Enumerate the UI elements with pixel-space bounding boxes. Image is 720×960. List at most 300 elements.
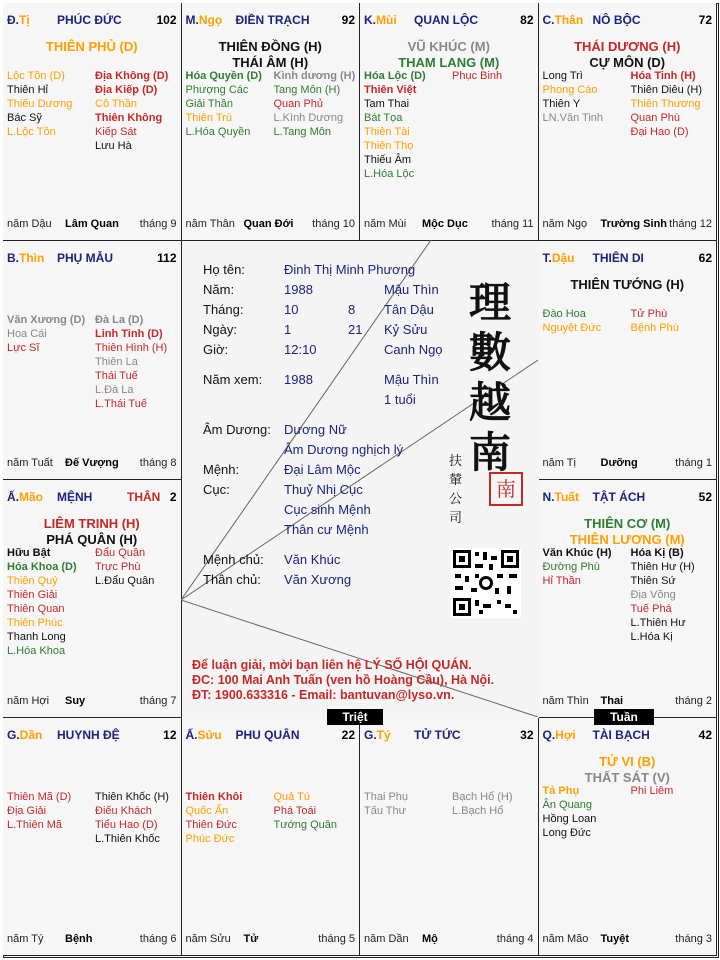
palace-stage: Thai [600,694,624,707]
palace-name: NÔ BỘC [592,13,641,27]
palace-cell [539,718,718,956]
palace-cell [360,718,539,956]
calligraphy-3: 越 [469,378,512,427]
birth-day-lunar: 21 [348,322,363,337]
label-menh-chu: Mệnh chủ: [203,552,264,567]
palace-year: năm Tuất [7,456,53,469]
palace-header [7,728,177,744]
palace-header [543,13,713,29]
palace-branch: Ngọ [198,13,223,27]
palace-name: TÀI BẠCH [592,727,650,742]
palace-header [543,728,713,744]
view-year-can: Mậu Thìn [384,372,439,387]
minor-star: Hóa Quyền (D) [185,70,262,82]
minor-stars-right [631,546,695,644]
palace-code [7,490,43,504]
palace-code [543,13,584,27]
minor-star: Thiếu Dương [7,98,73,110]
palace-stem: Ấ. [185,727,198,742]
minor-stars-right [631,69,703,139]
palace-age-number: 32 [520,727,534,742]
palace-year: năm Dần [364,933,409,945]
palace-stage: Lâm Quan [65,218,119,231]
calligraphy-1: 理 [469,278,512,327]
palace-year: năm Tị [542,456,576,469]
minor-star: Hóa Khoa (D) [7,560,77,573]
minor-star: Thiên Giải [7,588,58,601]
qr-code-icon[interactable] [451,548,521,618]
than-cu: Thân cư Mệnh [284,522,369,537]
minor-star: Bát Tọa [364,112,403,124]
palace-month: tháng 9 [139,218,177,231]
minor-star: Thiên Tài [364,126,410,138]
small-calligraphy [449,452,462,528]
minor-star: Thiên Sứ [630,574,676,587]
palace-age-number: 22 [341,727,355,742]
birth-hour: 12:10 [284,342,317,357]
palace-stage: Trường Sinh [600,218,668,231]
minor-star: Thiên Quan [7,602,65,615]
age: 1 tuổi [384,392,416,407]
minor-star: Tả Phụ [542,784,580,797]
palace-stem: Đ. [7,13,19,27]
palace-month: tháng 5 [318,933,355,945]
palace-branch: Dần [19,727,43,742]
minor-star: Trực Phù [95,560,141,573]
palace-age-number: 102 [156,13,177,27]
minor-star: Thiên Quý [7,574,58,587]
palace-branch: Tuất [554,489,579,504]
palace-branch: Thân [554,13,584,27]
palace-month: tháng 3 [675,933,712,945]
minor-star: Hóa Tinh (H) [630,70,696,82]
main-star: THÁI ÂM (H) [232,55,309,70]
palace-cell [3,241,182,479]
palace-branch: Mão [19,489,43,504]
red-seal: 南 [489,472,523,506]
palace-header [543,490,713,506]
birth-year: 1988 [284,282,313,297]
main-star: THIÊN LƯƠNG (M) [569,531,685,547]
palace-name: QUAN LỘC [414,13,478,27]
minor-star: Kiếp Sát [95,126,137,138]
palace-name: PHU QUÂN [235,727,300,742]
am-duong: Dương Nữ [284,422,347,437]
main-star: THIÊN TƯỚNG (H) [570,277,685,293]
palace-footer [543,933,713,947]
minor-star: Địa Kiếp (D) [95,84,158,96]
palace-branch: Dậu [551,251,575,266]
minor-stars-right [95,790,169,846]
minor-star: Đại Hao (D) [630,126,689,138]
birth-month: 10 [284,302,299,317]
minor-star: Địa Không (D) [95,70,169,82]
contact-line-3: ĐT: 1900.633316 - Email: bantuvan@lyso.vn. [192,688,455,702]
palace-month: tháng 11 [491,218,534,231]
minor-stars-right [95,546,154,588]
minor-star: Quốc Ấn [185,804,229,817]
palace-code [543,728,576,742]
palace-header [543,251,713,267]
cuc-relation: Cục sinh Mệnh [284,502,371,517]
main-star: PHÁ QUÂN (H) [46,531,138,547]
minor-star: Quan Phù [630,112,681,124]
birth-day: 1 [284,322,292,337]
calligraphy-2: 數 [469,328,512,377]
minor-star: Bạch Hổ (H) [452,790,513,803]
minor-stars-left [364,69,426,181]
palace-age-number: 92 [341,13,355,27]
minor-stars-right [452,790,513,818]
contact-line-2: ĐC: 100 Mai Anh Tuấn (ven hồ Hoàng Cầu), Hà Nội. [192,673,495,687]
am-duong-note: Âm Dương nghịch lý [284,442,404,457]
minor-stars-left [186,790,243,846]
minor-star: Thiên Mã (D) [7,790,72,803]
palace-code [364,728,391,742]
minor-stars-right [274,790,338,832]
palace-stem: B. [7,251,19,266]
main-stars [182,39,360,71]
palace-stage: Bệnh [65,933,93,945]
main-stars [539,39,717,71]
minor-star: Thai Phụ [364,790,409,803]
main-stars [360,39,538,71]
small-callig-1: 扶 [449,454,463,469]
minor-star: Thiên Hư (H) [630,560,695,573]
palace-name: HUYNH ĐỆ [57,727,120,742]
main-star: THAM LANG (M) [398,55,500,70]
palace-month: tháng 1 [675,456,712,469]
main-star: TỬ VI (B) [599,753,656,769]
palace-footer [186,218,356,232]
palace-header [186,13,356,29]
minor-star: L.Đà La [95,384,134,397]
label-than-chu: Thân chủ: [203,572,261,587]
minor-star: Lộc Tồn (D) [7,70,65,82]
minor-star: Thiên Không [95,112,163,124]
minor-star: Tuế Phá [630,602,672,615]
minor-star: Đào Hoa [542,308,586,321]
palace-month: tháng 7 [139,694,177,707]
minor-star: Cô Thần [95,98,137,110]
main-star: VŨ KHÚC (M) [407,39,490,54]
minor-star: Lưu Hà [95,140,132,152]
palace-footer [364,933,534,947]
minor-stars-left [543,69,604,125]
minor-star: L.Hóa Khoa [7,644,66,657]
minor-star: Hóa Lộc (D) [364,70,426,82]
minor-star: Thiên Đức [185,818,237,831]
birth-day-can: Kỷ Sửu [384,322,428,337]
palace-header [364,13,534,29]
palace-header [364,728,534,744]
minor-star: Bệnh Phù [630,322,679,335]
palace-stem: K. [364,13,376,27]
label-view-year: Năm xem: [203,372,263,387]
palace-name: MỆNH [57,489,93,504]
palace-age-number: 112 [157,251,177,266]
birth-month-lunar: 8 [348,302,356,317]
label-day: Ngày: [203,322,237,337]
palace-month: tháng 10 [312,218,355,231]
minor-star: L.Hóa Lộc [364,168,415,180]
minor-star: Thiên Phúc [7,616,63,629]
palace-cell [539,480,718,718]
label-month: Tháng: [203,302,244,317]
minor-star: Ân Quang [542,798,593,811]
minor-star: Thiên Thọ [364,140,414,152]
minor-star: Tử Phù [630,308,668,321]
minor-star: Nguyệt Đức [542,322,602,335]
palace-year: năm Hợi [7,694,50,707]
palace-year: năm Dậu [7,218,52,231]
palace-name: PHÚC ĐỨC [57,13,122,27]
minor-star: Thiên Việt [364,84,417,96]
palace-stem: Q. [542,727,556,742]
palace-stage: Tuyệt [600,933,630,945]
palace-age-number: 12 [163,727,177,742]
palace-year: năm Mùi [364,218,407,231]
minor-star: LN.Văn Tinh [542,112,604,124]
minor-stars-right [95,69,168,153]
tuan-badge: Tuần [594,709,654,725]
contact-block [192,658,494,703]
palace-code [543,251,575,265]
than-chu: Văn Xương [284,572,352,587]
main-star: THIÊN ĐỒNG (H) [218,39,322,54]
palace-age-number: 62 [698,251,712,266]
minor-star: Tang Môn (H) [273,84,341,96]
minor-star: Quả Tú [273,790,310,803]
palace-footer [543,457,713,471]
minor-star: Thiên Khốc (H) [95,790,169,803]
palace-age-number: 82 [520,13,534,27]
minor-star: Hồng Loan [542,812,597,825]
palace-name: ĐIỀN TRẠCH [235,13,310,27]
palace-cell [182,3,361,241]
palace-code [364,13,397,27]
label-menh: Mệnh: [203,462,240,477]
minor-star: Long Đức [542,826,591,839]
label-cuc: Cục: [203,482,230,497]
minor-star: Địa Giải [7,804,47,817]
center-info-panel [181,240,538,717]
minor-stars-left [7,313,85,355]
main-stars [3,516,181,548]
palace-code [186,728,222,742]
palace-header [7,13,177,29]
palace-name: TỬ TỨC [414,727,461,742]
minor-stars-left [186,69,262,139]
palace-stem: G. [7,727,20,742]
minor-stars-left [543,546,612,588]
palace-than-label: THÂN [127,489,161,504]
palace-branch: Tị [19,13,30,27]
palace-stage: Suy [65,694,86,707]
minor-star: Phong Cáo [542,84,598,96]
minor-star: Phúc Đức [185,832,235,845]
palace-branch: Thìn [19,251,45,266]
minor-star: Hỉ Thần [542,574,581,587]
main-star: CỰ MÔN (D) [589,55,666,70]
minor-star: L.Kình Dương [273,112,344,124]
minor-star: L.Thái Tuế [95,398,147,411]
minor-star: Tiểu Hao (D) [95,818,158,831]
minor-star: Thiên Thương [630,98,701,110]
palace-stage: Dưỡng [600,456,638,469]
palace-age-number: 72 [698,13,712,27]
palace-month: tháng 6 [139,933,177,945]
palace-branch: Sửu [197,727,222,742]
palace-stage: Mộc Dục [422,218,468,231]
minor-star: Phá Toái [273,804,317,817]
palace-year: năm Mão [542,933,589,945]
palace-stem: M. [185,13,199,27]
palace-footer [7,695,177,709]
palace-code [7,251,44,265]
minor-star: Phục Binh [452,70,503,82]
minor-stars-right [452,69,502,83]
palace-cell [539,241,718,479]
palace-footer [7,457,177,471]
main-stars [539,277,717,293]
label-year: Năm: [203,282,235,297]
palace-age-number: 52 [698,489,712,504]
minor-star: Phi Liêm [630,784,674,797]
label-hour: Giờ: [203,342,229,357]
minor-star: Lực Sĩ [7,342,40,355]
minor-star: L.Bạch Hổ [452,804,504,817]
minor-stars-right [274,69,356,139]
small-callig-3: 公 [449,492,463,507]
minor-star: Quan Phủ [273,98,324,110]
palace-header [7,490,177,506]
palace-cell [539,3,718,241]
minor-star: Tướng Quân [273,818,337,831]
palace-month: tháng 12 [669,218,712,231]
palace-name: PHỤ MẪU [57,251,113,266]
minor-star: Thiên Khôi [185,790,243,803]
palace-month: tháng 4 [496,933,534,945]
minor-stars-left [7,546,77,658]
minor-star: Văn Khúc (H) [542,546,612,559]
birth-month-can: Tân Dậu [384,302,434,317]
contact-line-1: Để luận giải, mời bạn liên hệ LÝ SỐ HỘI QUÁN. [192,658,472,672]
palace-stem: Ấ. [7,489,19,504]
minor-stars-left [364,790,408,818]
minor-star: Linh Tinh (D) [95,328,163,341]
calligraphy-4: 南 [469,428,512,477]
minor-star: L.Hóa Kị [630,630,673,643]
minor-stars-left [543,307,602,335]
main-star: THIÊN CƠ (M) [584,515,671,531]
minor-star: L.Tang Môn [273,126,331,138]
minor-star: L.Thiên Mã [7,818,63,831]
menh-value: Đại Lâm Mộc [284,462,361,477]
small-callig-2: 輦 [449,473,463,488]
minor-star: Thiên Hình (H) [95,342,168,355]
minor-star: Điếu Khách [95,804,152,817]
palace-stem: T. [542,251,552,266]
main-stars [539,516,717,548]
minor-stars-left [543,784,597,840]
palace-stem: N. [542,489,555,504]
palace-month: tháng 8 [139,456,177,469]
palace-footer [543,695,713,709]
main-stars [539,754,717,786]
birth-year-can: Mậu Thìn [384,282,439,297]
minor-star: Văn Xương (D) [7,314,86,327]
palace-year: năm Sửu [185,933,231,945]
minor-star: Thiên Trù [185,112,232,124]
palace-stage: Đế Vượng [65,456,119,469]
minor-star: Thiên Diêu (H) [630,84,703,96]
palace-code [7,728,42,742]
minor-star: Hữu Bật [7,546,51,559]
palace-branch: Hợi [555,727,576,742]
label-name: Họ tên: [203,262,245,277]
palace-stem: G. [364,727,377,742]
palace-footer [364,218,534,232]
palace-age-number: 2 [169,489,177,504]
minor-stars-right [95,313,167,411]
minor-star: Đường Phù [542,560,600,573]
palace-stage: Tử [243,933,259,945]
label-am-duong: Âm Dương: [203,422,271,437]
minor-star: L.Thiên Hư [630,616,686,629]
palace-stem: C. [542,13,555,27]
minor-star: Thiên Hỉ [7,84,48,96]
palace-year: năm Thân [185,218,235,231]
minor-star: Thái Tuế [95,370,138,383]
main-stars [3,39,181,55]
minor-stars-left [7,69,72,139]
palace-branch: Mùi [376,13,397,27]
palace-footer [7,933,177,947]
person-name: Đinh Thị Minh Phương [284,262,416,277]
palace-cell [360,3,539,241]
minor-star: Tấu Thư [364,804,407,817]
palace-header [7,251,177,267]
palace-name: TẬT ÁCH [592,489,646,504]
palace-header [186,728,356,744]
triet-badge: Triệt [327,709,383,725]
cuc-value: Thuỷ Nhị Cục [284,482,363,497]
palace-footer [7,218,177,232]
minor-star: Phượng Các [185,84,249,96]
palace-code [543,490,579,504]
minor-star: Giải Thần [185,98,233,110]
minor-star: Địa Võng [630,588,676,601]
palace-stage: Quan Đới [243,218,294,231]
palace-stage: Mộ [422,933,438,945]
palace-cell [3,480,182,718]
palace-year: năm Thìn [542,694,589,707]
small-callig-4: 司 [449,511,463,526]
birth-hour-can: Canh Ngọ [384,342,443,357]
minor-star: L.Thiên Khốc [95,832,160,845]
palace-code [7,13,30,27]
minor-star: L.Đẩu Quân [95,574,155,587]
palace-cell [3,3,182,241]
minor-star: Long Trì [542,70,583,82]
palace-code [186,13,223,27]
minor-star: Thanh Long [7,630,66,643]
view-year: 1988 [284,372,313,387]
minor-star: Thiên La [95,356,138,369]
main-star: LIÊM TRINH (H) [43,515,140,531]
palace-footer [186,933,356,947]
